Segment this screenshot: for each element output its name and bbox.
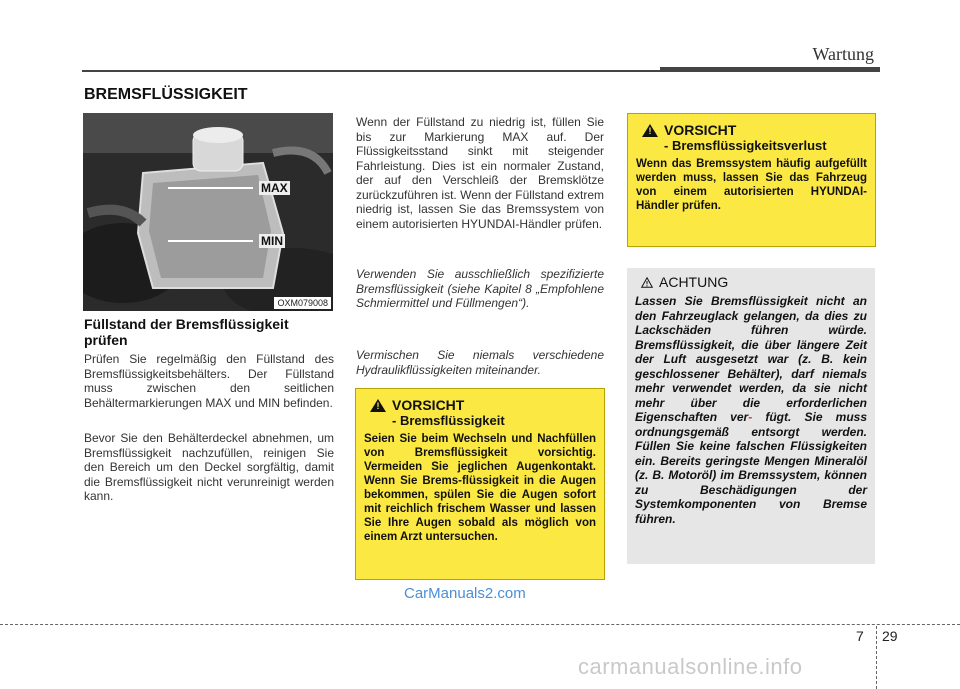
middle-paragraph-1: Wenn der Füllstand zu niedrig ist, füllen Sie bis zur Markierung MAX auf. Der Flüssigkeitsstand sinkt mit steigender Fahrleistung. Dies ist ein normaler Zustand, der auf den Verschleiß der Bremsklötze zurückzuführen ist. Wenn der Füllstand extrem niedrig ist, lassen Sie das Bremssystem von einem autorisierten HYUNDAI-Händler prüfen. [356,115,604,231]
brake-fluid-reservoir-photo [83,113,333,311]
caution-title: ACHTUNG [659,274,729,290]
page-title: BREMSFLÜSSIGKEIT [84,86,248,103]
warning-subtitle: - Bremsflüssigkeitsverlust [664,138,827,153]
left-paragraph-1: Prüfen Sie regelmäßig den Füllstand des Bremsflüssigkeitsbehälters. Der Füllstand muss zwischen den seitlichen Behältermarkierungen MAX und MIN befinden. [84,352,334,410]
figure-code: OXM079008 [274,297,331,309]
warning-body: Seien Sie beim Wechseln und Nachfüllen von Bremsflüssigkeit vorsichtig. Vermeiden Sie jeglichen Augenkontakt. Wenn Sie Brems-flüssigkeit in die Augen bekommen, spülen Sie die Augen sofort mit reichlich frischem Wasser und lassen Sie Ihre Augen sobald als möglich von einem Arzt untersuchen. [364,433,596,543]
chapter-number: 7 [856,628,864,644]
warning-body: Wenn das Bremssystem häufig aufgefüllt werden muss, lassen Sie das Fahrzeug von einem autorisierten HYUNDAI-Händler prüfen. [636,158,867,212]
warning-title: VORSICHT [392,397,465,413]
caution-body-part-1: Lassen Sie Bremsflüssigkeit nicht an den Fahrzeuglack gelangen, da dies zu Lackschäden führen würde. Bremsflüssigkeit, die über längere Zeit der Luft ausgesetzt war (z. B. kein geschlossener Behälter), darf niemals mehr verwendet werden, da sie nicht mehr über die erforderlichen Eigenschaften ver [635,294,867,424]
middle-paragraph-2: Verwenden Sie ausschließlich spezifizierte Bremsflüssigkeit (siehe Kapitel 8 „Empfohlene Schmiermittel und Füllmengen“). [356,267,604,310]
caution-triangle-icon [641,277,653,288]
subheading-check-level: Füllstand der Bremsflüssigkeit prüfen [84,316,289,348]
caution-body [635,294,867,526]
header-rule-accent [660,67,880,72]
left-paragraph-2: Bevor Sie den Behälterdeckel abnehmen, um Bremsflüssigkeit nachzufüllen, reinigen Sie den Bereich um den Deckel sorgfältig, damit die Bremsflüssigkeit nicht verunreinigt werden kann. [84,431,334,503]
warning-subtitle: - Bremsflüssigkeit [392,413,505,428]
min-marker-label: MIN [261,234,283,248]
caution-body-part-2: fügt. Sie muss ordnungsgemäß entsorgt werden. Füllen Sie keine falschen Flüssigkeiten ein. Bereits geringste Mengen Mineralöl (z. B. Motoröl) im Bremssystem, können zu Beschädigungen der Systemkomponenten von Bremse führen. [635,410,867,526]
warning-box-brake-fluid [355,388,605,580]
watermark-carmanuals[interactable]: CarManuals2.com [404,585,526,602]
middle-paragraph-3: Vermischen Sie niemals verschiedene Hydraulikflüssigkeiten miteinander. [356,348,604,377]
watermark-site[interactable]: carmanualsonline.info [578,654,803,679]
caution-hyphen: - [748,410,753,424]
warning-box-fluid-loss [627,113,876,247]
header-section-title: Wartung [812,44,874,64]
warning-title: VORSICHT [664,122,737,138]
max-marker-label: MAX [261,181,288,195]
caution-box [627,268,875,564]
warning-triangle-icon: ! [642,124,658,137]
page-number: 29 [882,628,898,644]
footer-rule [0,624,960,625]
page-separator [876,626,877,689]
warning-triangle-icon: ! [370,399,386,412]
